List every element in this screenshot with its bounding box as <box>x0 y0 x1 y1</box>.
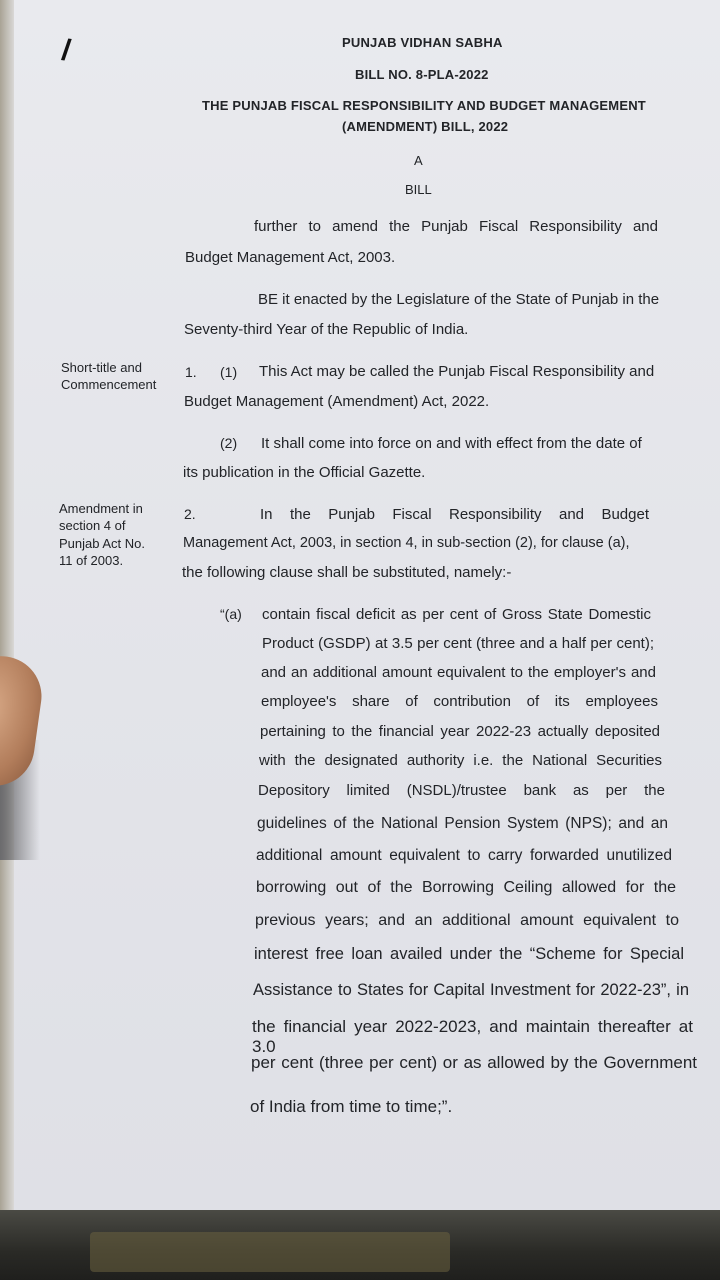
section-1-number: 1. <box>185 364 197 380</box>
article-a: A <box>414 153 423 168</box>
section-2-line2: Management Act, 2003, in section 4, in sub-section (2), for clause (a), <box>183 535 630 551</box>
clause-a-line: borrowing out of the Borrowing Ceiling allowed for the <box>256 879 676 896</box>
section-1-sub2-line1: It shall come into force on and with effect from the date of <box>261 435 642 452</box>
clause-a-line: pertaining to the financial year 2022-23 actually deposited <box>260 723 660 740</box>
clause-a-line: and an additional amount equivalent to the employer's and <box>261 664 656 681</box>
enacting-line2: Seventy-third Year of the Republic of India. <box>184 321 469 338</box>
clause-a-line: per cent (three per cent) or as allowed by the Government <box>251 1053 697 1072</box>
section-1-sub1-label: (1) <box>220 364 238 380</box>
side-note-2-line1: Amendment in <box>59 501 143 516</box>
margin-mark: / <box>59 33 73 68</box>
bill-title-line1: THE PUNJAB FISCAL RESPONSIBILITY AND BUDGET MANAGEMENT <box>202 98 646 113</box>
house-name: PUNJAB VIDHAN SABHA <box>342 35 503 50</box>
background-surface <box>0 1210 720 1280</box>
clause-a-line: Assistance to States for Capital Investment for 2022-23”, in <box>253 981 689 999</box>
clause-a-line: previous years; and an additional amount equivalent to <box>255 912 679 929</box>
clause-a-line: the financial year 2022-2023, and maintain thereafter at 3.0 <box>252 1017 693 1056</box>
side-note-2-line4: 11 of 2003. <box>59 553 124 568</box>
clause-a-line: additional amount equivalent to carry forwarded unutilized <box>256 847 672 864</box>
side-note-2-line2: section 4 of <box>59 518 126 533</box>
preamble-line1: further to amend the Punjab Fiscal Responsibility and <box>254 218 658 235</box>
clause-a-line: guidelines of the National Pension System (NPS); and an <box>257 815 668 832</box>
bill-number: BILL NO. 8-PLA-2022 <box>355 67 489 82</box>
preamble-line2: Budget Management Act, 2003. <box>185 249 396 266</box>
clause-a-line: interest free loan availed under the “Scheme for Special <box>254 945 684 963</box>
enacting-line1: BE it enacted by the Legislature of the State of Punjab in the <box>258 291 660 308</box>
section-1-sub1-line1: This Act may be called the Punjab Fiscal Responsibility and <box>259 363 655 380</box>
bill-word: BILL <box>405 182 432 197</box>
clause-a-line: of India from time to time;”. <box>250 1097 453 1116</box>
clause-a-label: “(a) <box>220 606 242 622</box>
section-2-line1: In the Punjab Fiscal Responsibility and Budget <box>260 506 649 523</box>
section-1-sub2-line2: its publication in the Official Gazette. <box>183 464 426 481</box>
section-2-number: 2. <box>184 506 196 522</box>
section-1-sub2-label: (2) <box>220 435 238 451</box>
section-2-line3: the following clause shall be substituted, namely:- <box>182 564 512 581</box>
clause-a-line: employee's share of contribution of its employees <box>261 693 658 710</box>
clause-a-line: Depository limited (NSDL)/trustee bank as per the <box>258 782 665 799</box>
clause-a-line: Product (GSDP) at 3.5 per cent (three and a half per cent); <box>262 635 654 652</box>
section-1-sub1-line2: Budget Management (Amendment) Act, 2022. <box>184 393 490 410</box>
side-note-1-line2: Commencement <box>61 377 157 392</box>
bill-title-line2: (AMENDMENT) BILL, 2022 <box>342 119 509 134</box>
side-note-2-line3: Punjab Act No. <box>59 536 145 551</box>
side-note-1-line1: Short-title and <box>61 360 142 375</box>
clause-a-line: with the designated authority i.e. the National Securities <box>259 752 662 769</box>
clause-a-line: contain fiscal deficit as per cent of Gross State Domestic <box>262 606 651 623</box>
page-edge-shadow <box>0 0 14 1215</box>
